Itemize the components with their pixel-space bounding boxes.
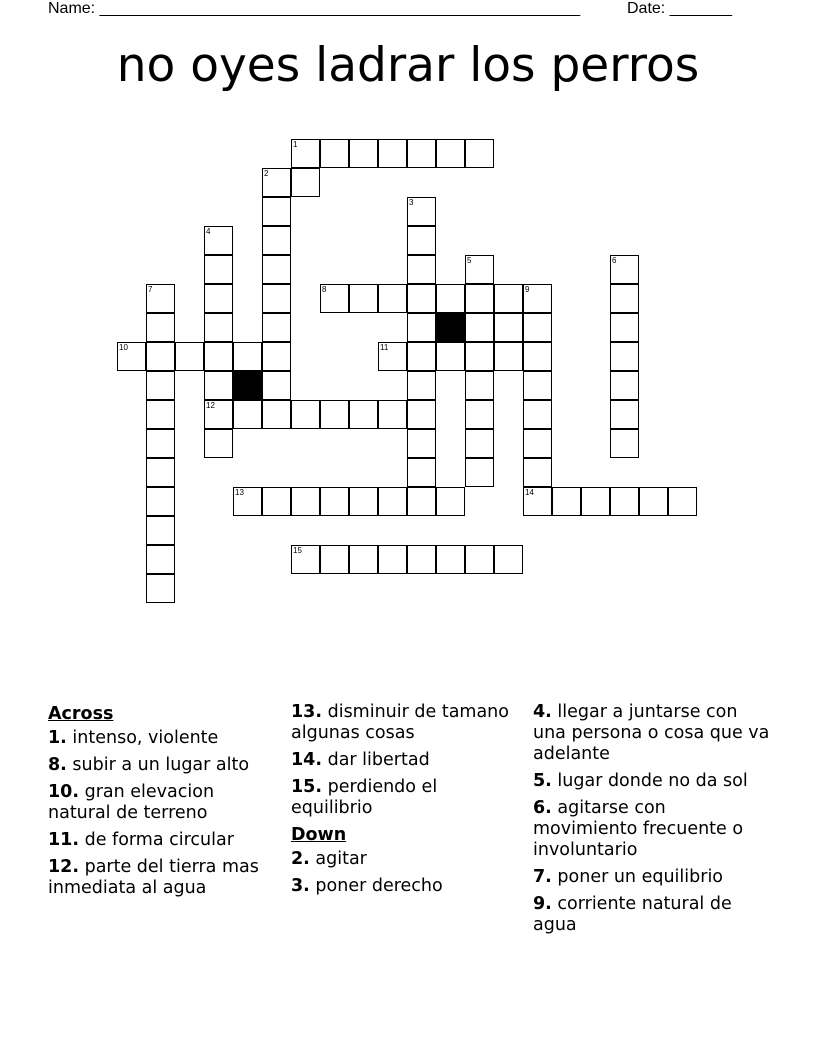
crossword-cell[interactable] (378, 400, 407, 429)
crossword-cell[interactable] (146, 313, 175, 342)
crossword-cell[interactable] (146, 342, 175, 371)
crossword-cell[interactable] (523, 458, 552, 487)
crossword-cell[interactable] (436, 284, 465, 313)
crossword-cell[interactable] (523, 313, 552, 342)
crossword-cell[interactable] (465, 545, 494, 574)
clue-number: 11. (48, 830, 80, 850)
crossword-cell[interactable] (320, 400, 349, 429)
crossword-cell[interactable] (378, 284, 407, 313)
clue-number: 2. (291, 849, 310, 869)
crossword-cell[interactable] (378, 545, 407, 574)
crossword-cell[interactable] (407, 487, 436, 516)
crossword-cell[interactable] (407, 342, 436, 371)
crossword-cell[interactable] (407, 139, 436, 168)
clue-text: gran elevacion natural de terreno (48, 782, 215, 823)
clue-number-label: 4 (206, 227, 211, 236)
clue-number-label: 15 (293, 546, 302, 555)
crossword-cell[interactable] (610, 342, 639, 371)
clues-column-2 (291, 702, 521, 903)
clue-text: dar libertad (327, 750, 430, 770)
crossword-cell[interactable] (262, 284, 291, 313)
crossword-cell[interactable] (407, 284, 436, 313)
clue-number: 9. (533, 894, 552, 914)
clue-text: disminuir de tamano algunas cosas (291, 702, 509, 743)
clues-column-1 (48, 702, 278, 905)
crossword-cell[interactable] (668, 487, 697, 516)
clue-number-label: 13 (235, 488, 244, 497)
crossword-cell[interactable] (262, 400, 291, 429)
clue-down-5 (533, 771, 773, 792)
clue-text: corriente natural de agua (533, 894, 732, 935)
crossword-cell[interactable] (436, 487, 465, 516)
crossword-cell[interactable] (320, 545, 349, 574)
crossword-cell[interactable] (610, 255, 639, 284)
clue-across-10 (48, 782, 278, 824)
down-heading: Down (291, 825, 347, 845)
crossword-cell[interactable] (523, 400, 552, 429)
clue-number-label: 12 (206, 401, 215, 410)
crossword-cell[interactable] (407, 255, 436, 284)
clue-number-label: 5 (467, 256, 472, 265)
crossword-cell[interactable] (262, 371, 291, 400)
clue-text: intenso, violente (72, 728, 219, 748)
crossword-cell[interactable] (494, 284, 523, 313)
across-heading: Across (48, 704, 114, 724)
crossword-cell[interactable] (523, 429, 552, 458)
crossword-cell[interactable] (146, 458, 175, 487)
crossword-cell[interactable] (262, 487, 291, 516)
crossword-cell[interactable] (291, 139, 320, 168)
crossword-cell[interactable] (204, 400, 233, 429)
crossword-cell[interactable] (349, 139, 378, 168)
crossword-cell[interactable] (523, 284, 552, 313)
clue-number: 6. (533, 798, 552, 818)
crossword-cell[interactable] (262, 342, 291, 371)
clue-down-9 (533, 894, 773, 936)
clue-across-14 (291, 750, 521, 771)
crossword-cell[interactable] (494, 313, 523, 342)
clue-text: agitar (315, 849, 367, 869)
crossword-cell[interactable] (465, 284, 494, 313)
crossword-cell[interactable] (204, 226, 233, 255)
crossword-cell[interactable] (146, 574, 175, 603)
clue-number-label: 14 (525, 488, 534, 497)
crossword-cell[interactable] (407, 313, 436, 342)
clue-number-label: 2 (264, 169, 269, 178)
clue-across-8 (48, 755, 278, 776)
crossword-cell[interactable] (610, 400, 639, 429)
clue-text: parte del tierra mas inmediata al agua (48, 857, 259, 898)
clue-down-4 (533, 702, 773, 765)
crossword-cell[interactable] (465, 400, 494, 429)
crossword-cell[interactable] (291, 168, 320, 197)
crossword-cell[interactable] (465, 429, 494, 458)
crossword-cell[interactable] (204, 284, 233, 313)
name-field[interactable]: Name: ______________________________________________________ (48, 0, 581, 17)
crossword-cell[interactable] (146, 545, 175, 574)
clue-number: 7. (533, 867, 552, 887)
clue-down-6 (533, 798, 773, 861)
clue-across-12 (48, 857, 278, 899)
crossword-cell[interactable] (204, 342, 233, 371)
crossword-cell[interactable] (204, 429, 233, 458)
clue-text: de forma circular (84, 830, 234, 850)
clue-across-1 (48, 728, 278, 749)
crossword-cell[interactable] (262, 313, 291, 342)
crossword-cell[interactable] (407, 400, 436, 429)
crossword-cell[interactable] (349, 400, 378, 429)
clue-number-label: 3 (409, 198, 414, 207)
crossword-cell[interactable] (320, 487, 349, 516)
crossword-cell[interactable] (639, 487, 668, 516)
clue-text: poner un equilibrio (557, 867, 724, 887)
crossword-cell[interactable] (436, 545, 465, 574)
crossword-cell[interactable] (146, 400, 175, 429)
crossword-cell[interactable] (407, 226, 436, 255)
puzzle-title: no oyes ladrar los perros (116, 38, 700, 93)
clue-number-label: 1 (293, 140, 298, 149)
crossword-cell[interactable] (378, 139, 407, 168)
crossword-cell[interactable] (349, 284, 378, 313)
clue-number: 14. (291, 750, 323, 770)
crossword-cell[interactable] (610, 429, 639, 458)
crossword-cell[interactable] (262, 168, 291, 197)
crossword-cell[interactable] (349, 545, 378, 574)
crossword-cell[interactable] (465, 458, 494, 487)
crossword-cell[interactable] (552, 487, 581, 516)
crossword-cell[interactable] (610, 313, 639, 342)
clue-number: 12. (48, 857, 80, 877)
crossword-cell[interactable] (581, 487, 610, 516)
clue-across-15 (291, 777, 521, 819)
crossword-cell[interactable] (465, 371, 494, 400)
clue-across-11 (48, 830, 278, 851)
clue-number: 1. (48, 728, 67, 748)
crossword-cell[interactable] (407, 545, 436, 574)
crossword-cell[interactable] (465, 139, 494, 168)
crossword-cell[interactable] (291, 400, 320, 429)
crossword-cell[interactable] (407, 371, 436, 400)
clue-number: 8. (48, 755, 67, 775)
crossword-cell[interactable] (465, 313, 494, 342)
clue-text: agitarse con movimiento frecuente o involuntario (533, 798, 744, 860)
date-field[interactable]: Date: _______ (627, 0, 732, 17)
crossword-cell[interactable] (146, 516, 175, 545)
crossword-cell[interactable] (523, 371, 552, 400)
clue-text: poner derecho (315, 876, 443, 896)
crossword-cell[interactable] (610, 487, 639, 516)
crossword-cell[interactable] (436, 342, 465, 371)
clue-down-7 (533, 867, 773, 888)
crossword-cell[interactable] (175, 342, 204, 371)
crossword-cell[interactable] (117, 342, 146, 371)
black-square (436, 313, 465, 342)
crossword-cell[interactable] (204, 313, 233, 342)
crossword-cell[interactable] (378, 487, 407, 516)
clue-number: 4. (533, 702, 552, 722)
crossword-cell[interactable] (233, 342, 262, 371)
clue-text: lugar donde no da sol (557, 771, 748, 791)
clue-across-13 (291, 702, 521, 744)
clue-number: 10. (48, 782, 80, 802)
clue-number: 3. (291, 876, 310, 896)
clue-text: subir a un lugar alto (72, 755, 250, 775)
crossword-cell[interactable] (320, 284, 349, 313)
clue-number-label: 8 (322, 285, 327, 294)
crossword-cell[interactable] (465, 255, 494, 284)
black-square (233, 371, 262, 400)
crossword-cell[interactable] (146, 284, 175, 313)
crossword-cell[interactable] (349, 487, 378, 516)
crossword-cell[interactable] (262, 197, 291, 226)
clue-number: 15. (291, 777, 323, 797)
crossword-cell[interactable] (494, 342, 523, 371)
crossword-cell[interactable] (262, 226, 291, 255)
crossword-cell[interactable] (146, 487, 175, 516)
crossword-cell[interactable] (523, 342, 552, 371)
crossword-cell[interactable] (233, 400, 262, 429)
clue-down-3 (291, 876, 521, 897)
crossword-cell[interactable] (291, 545, 320, 574)
crossword-cell[interactable] (262, 255, 291, 284)
crossword-cell[interactable] (407, 429, 436, 458)
crossword-cell[interactable] (204, 255, 233, 284)
crossword-cell[interactable] (610, 284, 639, 313)
crossword-cell[interactable] (523, 487, 552, 516)
clue-number-label: 11 (380, 343, 389, 352)
crossword-cell[interactable] (407, 197, 436, 226)
crossword-cell[interactable] (378, 342, 407, 371)
crossword-cell[interactable] (320, 139, 349, 168)
clue-down-2 (291, 849, 521, 870)
clues-column-3 (533, 702, 773, 942)
crossword-cell[interactable] (494, 545, 523, 574)
crossword-cell[interactable] (204, 371, 233, 400)
clue-number-label: 10 (119, 343, 128, 352)
crossword-cell[interactable] (291, 487, 320, 516)
clue-number-label: 6 (612, 256, 617, 265)
crossword-cell[interactable] (233, 487, 262, 516)
clue-text: perdiendo el equilibrio (291, 777, 438, 818)
clue-number: 13. (291, 702, 323, 722)
crossword-cell[interactable] (146, 371, 175, 400)
crossword-cell[interactable] (407, 458, 436, 487)
crossword-cell[interactable] (146, 429, 175, 458)
clue-number: 5. (533, 771, 552, 791)
crossword-cell[interactable] (610, 371, 639, 400)
clue-text: llegar a juntarse con una persona o cosa que va adelante (533, 702, 770, 764)
crossword-cell[interactable] (436, 139, 465, 168)
crossword-cell[interactable] (465, 342, 494, 371)
clue-number-label: 7 (148, 285, 153, 294)
clue-number-label: 9 (525, 285, 530, 294)
